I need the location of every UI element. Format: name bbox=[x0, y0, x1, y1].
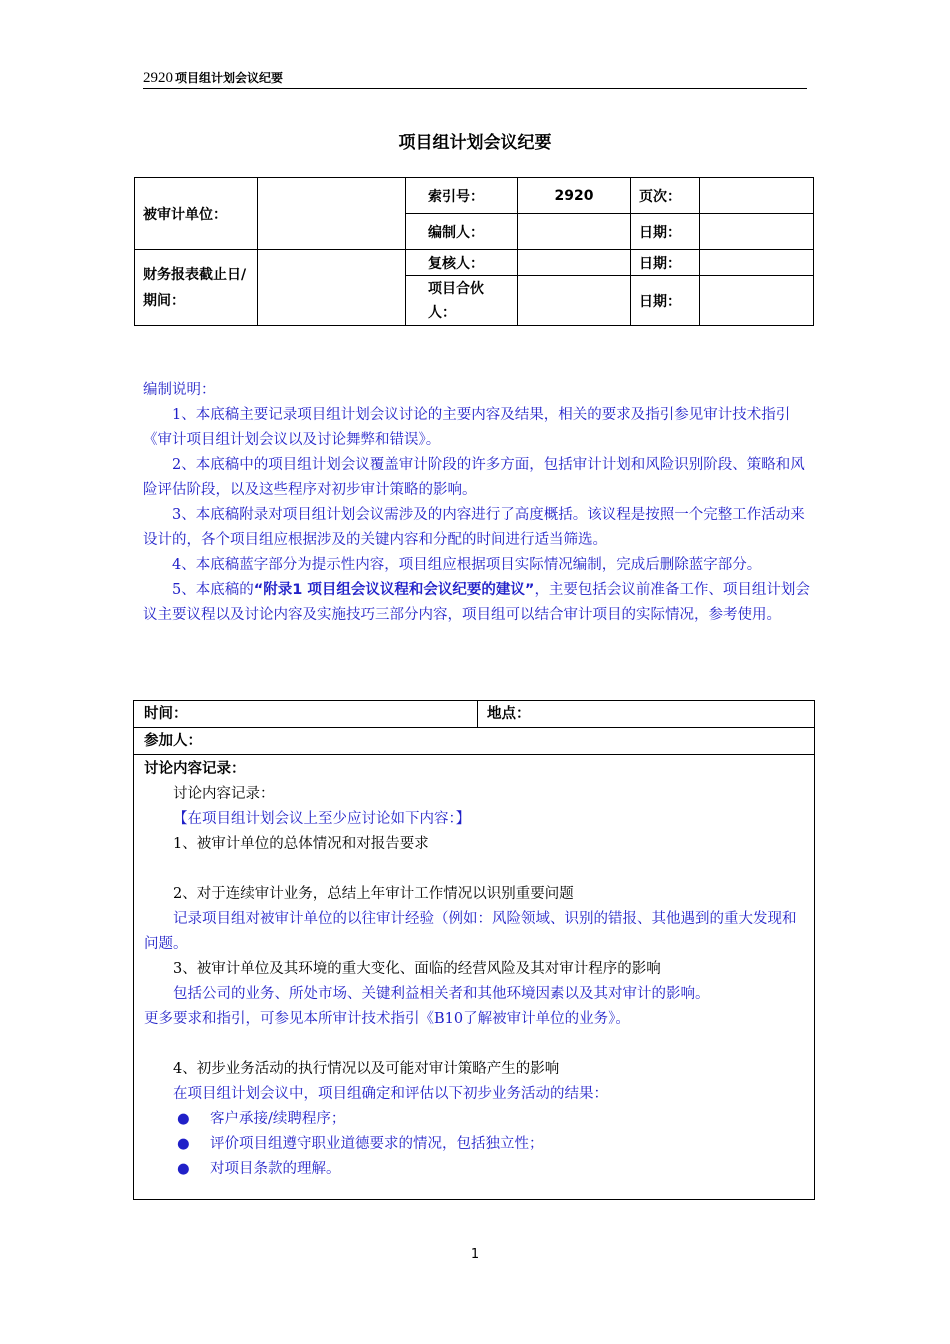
topic-3-hint: 包括公司的业务、所处市场、关键利益相关者和其他环境因素以及其对审计的影响。 bbox=[173, 986, 710, 1002]
page-header bbox=[143, 68, 807, 89]
bullet-icon: ● bbox=[177, 1136, 190, 1152]
blank-line bbox=[144, 857, 806, 882]
page-number: 1 bbox=[470, 1247, 480, 1262]
index-label: 索引号： bbox=[406, 178, 518, 214]
page-label: 页次： bbox=[631, 178, 700, 214]
date-label-3: 日期： bbox=[631, 276, 700, 326]
date-label-2: 日期： bbox=[631, 250, 700, 276]
time-place-row bbox=[134, 701, 814, 728]
bullet-item bbox=[144, 1107, 806, 1132]
record-subheading: 讨论内容记录： bbox=[173, 786, 275, 802]
date-value-3[interactable] bbox=[700, 276, 814, 326]
attendees-label: 参加人： bbox=[144, 733, 202, 749]
place-label: 地点： bbox=[487, 706, 531, 722]
note-item: 4、本底稿蓝字部分为提示性内容，项目组应根据项目实际情况编制，完成后删除蓝字部分。 bbox=[172, 557, 762, 573]
info-table bbox=[134, 177, 814, 326]
index-value: 2920 bbox=[518, 178, 631, 214]
attendees-row bbox=[134, 728, 814, 755]
audited-unit-value[interactable] bbox=[258, 178, 406, 250]
record-heading: 讨论内容记录： bbox=[144, 761, 246, 777]
header-code: 2920 bbox=[143, 70, 173, 86]
partner-value[interactable] bbox=[518, 276, 631, 326]
document-title: 项目组计划会议纪要 bbox=[398, 133, 552, 153]
discussion-record bbox=[144, 757, 806, 1182]
topic-1: 1、被审计单位的总体情况和对报告要求 bbox=[173, 836, 429, 852]
appendix-reference: “附录1 项目组会议议程和会议纪要的建议” bbox=[253, 582, 535, 598]
date-label-1: 日期： bbox=[631, 214, 700, 250]
note5-post: ，主要包括会议前准备工作、项目组计划会议主要议程以及讨论内容及实施技巧三部分内容，项目组可以结合审计项目的实际情况，参考使用。 bbox=[143, 582, 810, 623]
note-item: 3、本底稿附录对项目组计划会议需涉及的内容进行了高度概括。该议程是按照一个完整工作活动来设计的，各个项目组应根据涉及的关键内容和分配的时间进行适当筛选。 bbox=[143, 507, 805, 548]
date-value-2[interactable] bbox=[700, 250, 814, 276]
bullet-text: 评价项目组遵守职业道德要求的情况，包括独立性； bbox=[210, 1136, 544, 1152]
note-item: 2、本底稿中的项目组计划会议覆盖审计阶段的许多方面，包括审计计划和风险识别阶段、策略和风险评估阶段，以及这些程序对初步审计策略的影响。 bbox=[143, 457, 805, 498]
reviewer-label: 复核人： bbox=[406, 250, 518, 276]
bullet-item bbox=[144, 1132, 806, 1157]
bullet-icon: ● bbox=[177, 1161, 190, 1177]
topic-3: 3、被审计单位及其环境的重大变化、面临的经营风险及其对审计程序的影响 bbox=[173, 961, 661, 977]
partner-label: 项目合伙人： bbox=[406, 276, 518, 326]
preparer-value[interactable] bbox=[518, 214, 631, 250]
page-value[interactable] bbox=[700, 178, 814, 214]
hint-bracket: 【在项目组计划会议上至少应讨论如下内容：】 bbox=[173, 811, 471, 827]
period-value[interactable] bbox=[258, 250, 406, 326]
date-value-1[interactable] bbox=[700, 214, 814, 250]
note-item-5 bbox=[143, 578, 811, 628]
topic-4-hint: 在项目组计划会议中，项目组确定和评估以下初步业务活动的结果： bbox=[173, 1086, 608, 1102]
topic-4: 4、初步业务活动的执行情况以及可能对审计策略产生的影响 bbox=[173, 1061, 560, 1077]
note5-pre: 5、本底稿的 bbox=[172, 582, 254, 598]
bullet-icon: ● bbox=[177, 1111, 190, 1127]
bullet-text: 对项目条款的理解。 bbox=[210, 1161, 341, 1177]
topic-3-hint-2: 更多要求和指引，可参见本所审计技术指引《B10了解被审计单位的业务》。 bbox=[144, 1011, 630, 1027]
bullet-item bbox=[144, 1157, 806, 1182]
audited-unit-label: 被审计单位： bbox=[135, 178, 258, 250]
notes-heading: 编制说明： bbox=[143, 382, 216, 398]
period-label: 财务报表截止日/期间： bbox=[135, 250, 258, 326]
blank-line bbox=[144, 1032, 806, 1057]
header-title: 项目组计划会议纪要 bbox=[175, 71, 284, 85]
reviewer-value[interactable] bbox=[518, 250, 631, 276]
meeting-record-table bbox=[133, 700, 815, 1200]
bullet-text: 客户承接/续聘程序； bbox=[210, 1111, 346, 1127]
preparation-notes bbox=[143, 378, 811, 628]
time-label: 时间： bbox=[144, 706, 188, 722]
preparer-label: 编制人： bbox=[406, 214, 518, 250]
topic-2-hint: 记录项目组对被审计单位的以往审计经验（例如：风险领域、识别的错报、其他遇到的重大发现和问题。 bbox=[144, 911, 797, 952]
note-item: 1、本底稿主要记录项目组计划会议讨论的主要内容及结果，相关的要求及指引参见审计技术指引《审计项目组计划会议以及讨论舞弊和错误》。 bbox=[143, 407, 791, 448]
topic-2: 2、对于连续审计业务，总结上年审计工作情况以识别重要问题 bbox=[173, 886, 574, 902]
